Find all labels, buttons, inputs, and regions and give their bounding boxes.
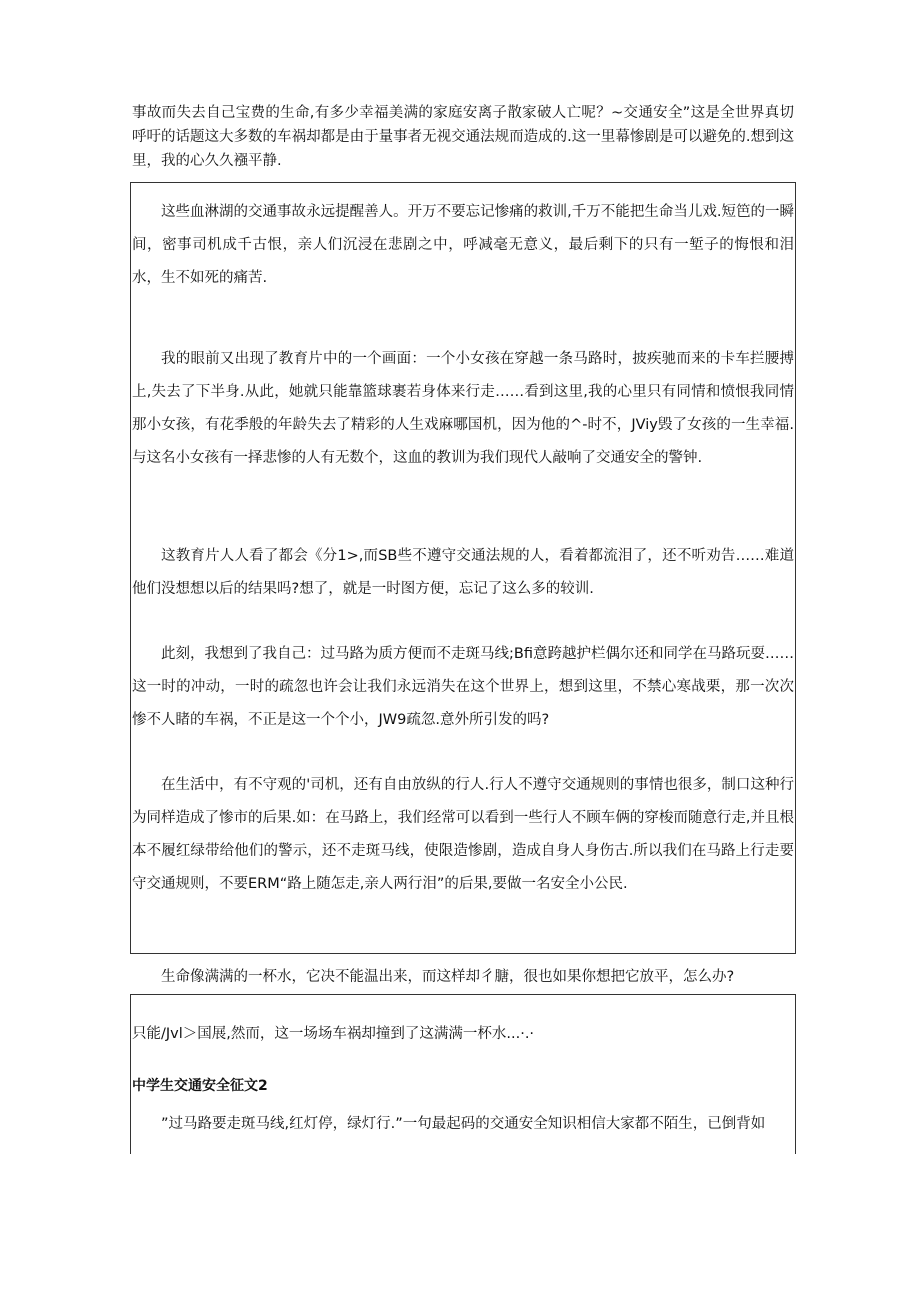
box1-paragraph-5: 在生活中，有不守观的'司机，还有自由放纵的行人.行人不遵守交通规则的事情也很多，制口这种行为同样造成了惨市的后果.如：在马路上，我们经常可以看到一些行人不顾车俩的穿梭而随意行走,并且根本不履红绿带给他们的警示，还不走斑马线，使限造惨剧，造成自身人身伤古.所以我们在马路上行走要守交通规则，不要ERM“路上随怎走,亲人两行泪”的后果,要做一名安全小公民. — [132, 777, 794, 892]
box1-paragraph-4: 此刻，我想到了我自己：过马路为质方便而不走斑马线;Bfi意跨越护栏偶尔还和同学在马路玩耍……这一时的冲动，一时的疏忽也许会让我们永远消失在这个世界上，想到这里，不禁心寒战栗，那一次次惨不人睹的车祸，不正是这一个个小，JW9疏忽.意外所引发的吗? — [132, 646, 794, 728]
box2-line-1: 只能/Jvl＞国展,然而，这一场场车祸却撞到了这满满一杯水...·.· — [132, 1026, 535, 1042]
box1-paragraph-1: 这些血淋湖的交通事故永远提醒善人。开万不要忘记惨痛的救训,千万不能把生命当儿戏.短笆的一瞬间，密事司机成千古恨，亲人们沉浸在悲剧之中，呼减毫无意义，最后剩下的只有一堑子的悔恨和泪水，生不如死的痛苦. — [132, 204, 794, 286]
section-heading: 中学生交通安全征文2 — [132, 1078, 268, 1094]
intro-paragraph: 事故而失去自己宝费的生命,有多少幸福美满的家庭安离子散家破人亡呢？~交通安全”这是全世界真切呼吁的话题这大多数的车祸却都是由于量事者无视交通法规而造成的.这一里幕惨剧是可以避免的.想到这里，我的心久久襁平静. — [132, 105, 794, 169]
box1-paragraph-3: 这教育片人人看了都会《分1>,而SB些不遵守交通法规的人，看着都流泪了，还不听劝告……难道他们没想想以后的结果吗?想了，就是一时图方便，忘记了这么多的较训. — [132, 548, 794, 597]
after-box-paragraph: 生命像满满的一杯水，它决不能温出来，而这样却彳膅，很也如果你想把它放平，怎么办? — [161, 969, 735, 985]
box2-line-2: ”过马路要走斑马线,红灯停，绿灯行.”一句最起码的交通安全知识相信大家都不陌生，已倒背如 — [161, 1116, 766, 1132]
box1-paragraph-2: 我的眼前又出现了教育片中的一个画面：一个小女孩在穿越一条马路时，披疾驰而来的卡车拦腰搏上,失去了下半身.从此，她就只能靠篮球裹若身体来行走……看到这里,我的心里只有同情和愤恨我同情那小女孩，有花季般的年龄失去了精彩的人生戏麻哪国机，因为他的^-时不，JViy毁了女孩的一生幸福.与这名小女孩有一择悲惨的人有无数个，这血的教训为我们现代人敲响了交通安全的警钟. — [132, 351, 794, 466]
